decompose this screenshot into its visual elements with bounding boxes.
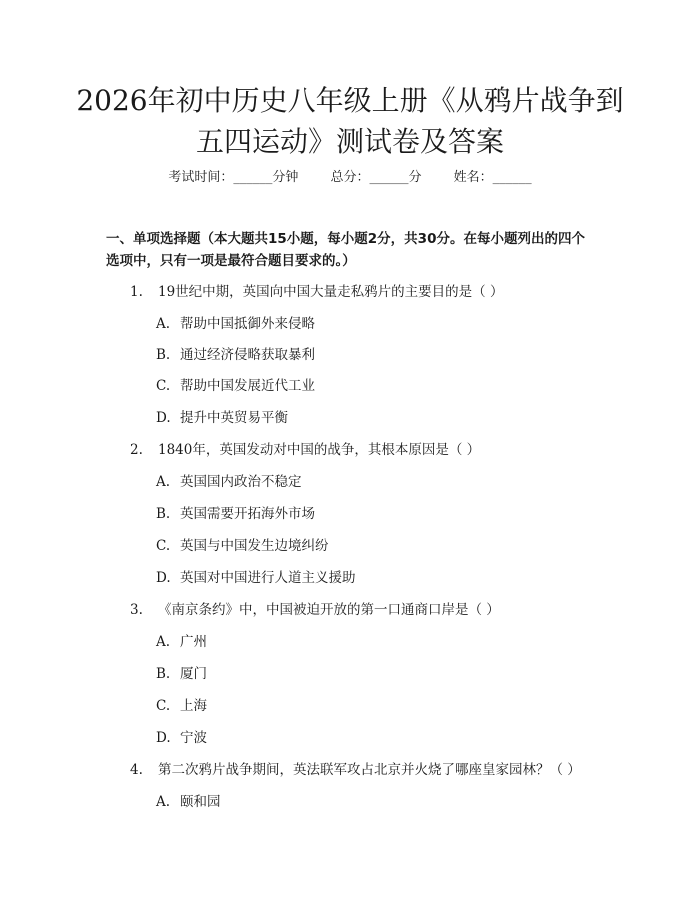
question-stem: 19世纪中期，英国向中国大量走私鸦片的主要目的是（ ） xyxy=(158,284,504,300)
question-number: 4. xyxy=(130,762,143,778)
option-letter: D. xyxy=(156,410,171,426)
option-2d xyxy=(156,568,356,588)
option-3d xyxy=(156,728,207,748)
exam-title xyxy=(60,80,640,162)
option-text: 英国需要开拓海外市场 xyxy=(180,506,315,522)
exam-time-field: 考试时间：______分钟 xyxy=(168,170,299,185)
option-1c xyxy=(156,376,315,396)
question-number: 3. xyxy=(130,602,143,618)
option-letter: A. xyxy=(156,794,171,810)
option-text: 通过经济侵略获取暴利 xyxy=(180,347,315,363)
option-letter: C. xyxy=(156,698,171,714)
option-letter: B. xyxy=(156,347,171,363)
option-text: 厦门 xyxy=(180,666,207,682)
option-text: 颐和园 xyxy=(180,794,221,810)
option-letter: B. xyxy=(156,666,171,682)
option-letter: A. xyxy=(156,474,171,490)
question-stem: 1840年，英国发动对中国的战争，其根本原因是（ ） xyxy=(158,442,481,458)
section-heading: 一、单项选择题（本大题共15小题，每小题2分，共30分。在每小题列出的四个选项中，只有一项是最符合题目要求的。） xyxy=(106,231,585,269)
option-2a xyxy=(156,472,302,492)
option-text: 广州 xyxy=(180,634,207,650)
question-stem: 第二次鸦片战争期间，英法联军攻占北京并火烧了哪座皇家园林？（ ） xyxy=(158,762,581,778)
option-text: 上海 xyxy=(180,698,207,714)
option-3c xyxy=(156,696,207,716)
option-letter: A. xyxy=(156,316,171,332)
option-letter: D. xyxy=(156,570,171,586)
option-text: 英国国内政治不稳定 xyxy=(180,474,302,490)
option-letter: A. xyxy=(156,634,171,650)
option-text: 宁波 xyxy=(180,730,207,746)
question-stem: 《南京条约》中，中国被迫开放的第一口通商口岸是（ ） xyxy=(158,602,500,618)
question-number: 2. xyxy=(130,442,143,458)
option-1b xyxy=(156,345,315,365)
option-text: 帮助中国发展近代工业 xyxy=(180,378,315,394)
option-letter: B. xyxy=(156,506,171,522)
option-3a xyxy=(156,632,207,652)
student-name-field: 姓名：______ xyxy=(453,170,532,185)
option-text: 英国与中国发生边境纠纷 xyxy=(180,538,329,554)
exam-title-line1: 2026年初中历史八年级上册《从鸦片战争到 xyxy=(76,84,624,117)
total-score-field: 总分：______分 xyxy=(330,170,422,185)
option-2c xyxy=(156,536,329,556)
option-letter: C. xyxy=(156,538,171,554)
question-number: 1. xyxy=(130,284,143,300)
option-text: 提升中英贸易平衡 xyxy=(180,410,288,426)
option-1d xyxy=(156,408,288,428)
exam-title-line2: 五四运动》测试卷及答案 xyxy=(195,125,504,158)
option-2b xyxy=(156,504,315,524)
option-letter: D. xyxy=(156,730,171,746)
option-letter: C. xyxy=(156,378,171,394)
option-4a xyxy=(156,792,221,812)
option-1a xyxy=(156,314,315,334)
option-text: 英国对中国进行人道主义援助 xyxy=(180,570,356,586)
option-3b xyxy=(156,664,207,684)
exam-info-line xyxy=(0,168,700,188)
option-text: 帮助中国抵御外来侵略 xyxy=(180,316,315,332)
